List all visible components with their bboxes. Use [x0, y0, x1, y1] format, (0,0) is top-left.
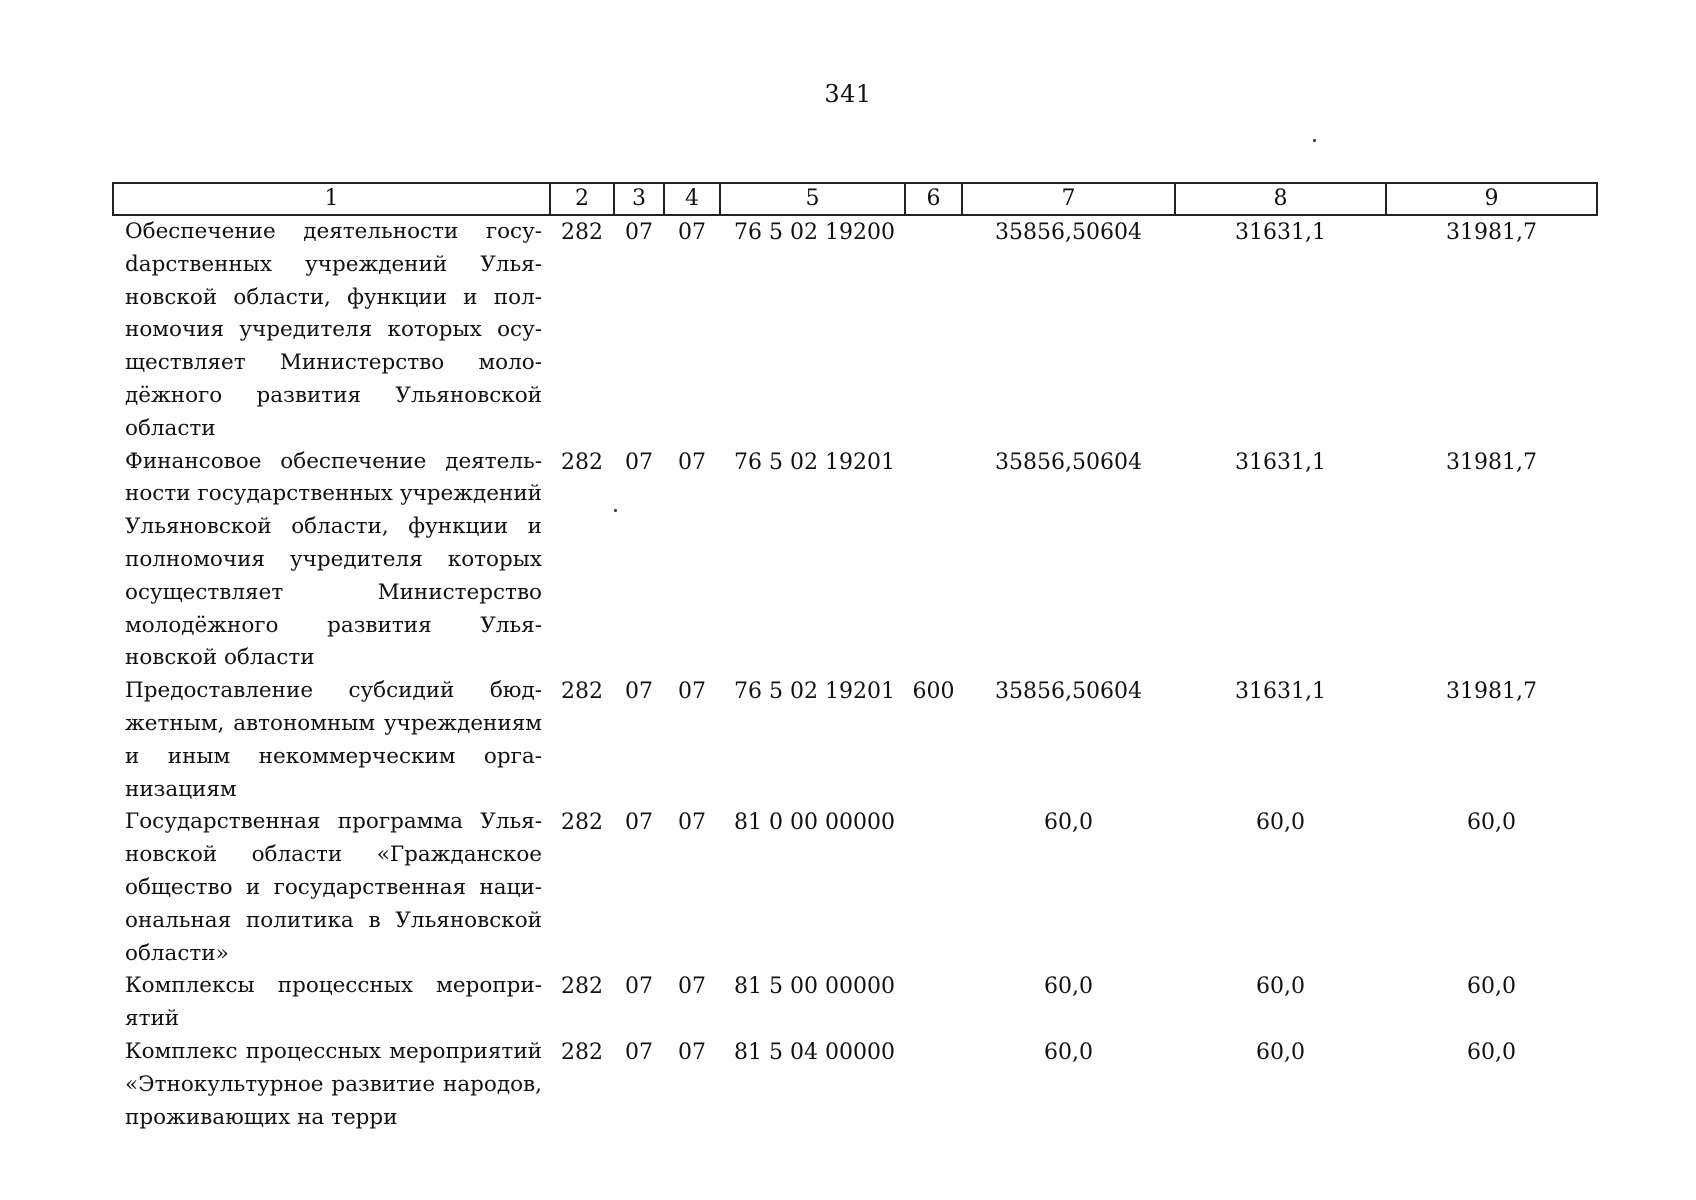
cell-amount-9: 31981,7 — [1446, 679, 1537, 705]
cell-code-2: 282 — [561, 974, 603, 1000]
cell-amount-9: 31981,7 — [1446, 220, 1537, 245]
cell-expense-type — [905, 215, 962, 446]
cell-amount-8: 60,0 — [1256, 810, 1305, 836]
cell-code-4: 07 — [678, 679, 706, 705]
cell-code-2: 282 — [561, 1039, 603, 1065]
row-description: Комплекс процессных мероприятий «Этнокультурное развитие народов, проживающих на терри — [125, 1038, 542, 1130]
cell-amount-8: 31631,1 — [1235, 679, 1326, 705]
scan-speck — [1313, 139, 1316, 142]
table-row — [113, 675, 1597, 806]
cell-target-article: 81 0 00 00000 — [734, 810, 895, 836]
cell-target-article: 76 5 02 19200 — [734, 220, 895, 245]
cell-code-2: 282 — [561, 449, 603, 475]
page-number: 341 — [824, 80, 872, 108]
header-col-6: 6 — [905, 183, 962, 215]
cell-amount-7: 35856,50604 — [995, 449, 1142, 475]
budget-table — [112, 182, 1598, 1134]
header-row — [113, 183, 1597, 215]
cell-amount-8: 31631,1 — [1235, 449, 1326, 475]
cell-amount-8: 60,0 — [1256, 1039, 1305, 1065]
cell-amount-8: 31631,1 — [1235, 220, 1326, 245]
cell-amount-7: 60,0 — [1044, 810, 1093, 836]
cell-expense-type — [905, 970, 962, 1036]
cell-code-3: 07 — [625, 1039, 653, 1065]
cell-amount-9: 60,0 — [1467, 974, 1516, 1000]
cell-target-article: 81 5 00 00000 — [734, 974, 895, 1000]
table-row — [113, 1036, 1597, 1134]
cell-amount-7: 60,0 — [1044, 1039, 1093, 1065]
cell-target-article: 81 5 04 00000 — [734, 1039, 895, 1065]
cell-amount-7: 60,0 — [1044, 974, 1093, 1000]
row-description: Предоставление субсидий бюджетным, автономным учреждениям и иным некоммерческим организациям — [125, 678, 542, 802]
cell-expense-type — [905, 446, 962, 676]
cell-code-2: 282 — [561, 220, 603, 245]
cell-amount-9: 31981,7 — [1446, 449, 1537, 475]
cell-amount-7: 35856,50604 — [995, 679, 1142, 705]
cell-expense-type: 600 — [912, 679, 955, 705]
cell-code-3: 07 — [625, 449, 653, 475]
cell-code-4: 07 — [678, 449, 706, 475]
cell-code-2: 282 — [561, 679, 603, 705]
cell-target-article: 76 5 02 19201 — [734, 449, 895, 475]
cell-code-4: 07 — [678, 974, 706, 1000]
table-row — [113, 215, 1597, 446]
cell-code-2: 282 — [561, 810, 603, 836]
row-description: Обеспечение деятельности госуdарственных учреждений Ульяновской области, функции и полномочия учредителя которых осуществляет Министерство молодёжного развития Ульяновской области — [125, 219, 542, 441]
header-col-4: 4 — [664, 183, 720, 215]
header-col-2: 2 — [550, 183, 614, 215]
cell-code-4: 07 — [678, 810, 706, 836]
header-col-7: 7 — [962, 183, 1175, 215]
cell-amount-8: 60,0 — [1256, 974, 1305, 1000]
cell-expense-type — [905, 806, 962, 970]
cell-code-3: 07 — [625, 220, 653, 245]
header-col-3: 3 — [614, 183, 664, 215]
cell-code-3: 07 — [625, 974, 653, 1000]
cell-amount-9: 60,0 — [1467, 1039, 1516, 1065]
row-description: Комплексы процессных мероприятий — [125, 973, 542, 1032]
row-description: Финансовое обеспечение деятельности государственных учреждений Ульяновской области, функции и полномочия учредителя которых осуществляет Министерство молодёжного развития Ульяновской области — [125, 448, 542, 671]
cell-amount-9: 60,0 — [1467, 810, 1516, 836]
cell-code-4: 07 — [678, 220, 706, 245]
header-col-5: 5 — [720, 183, 905, 215]
cell-expense-type — [905, 1036, 962, 1134]
cell-code-3: 07 — [625, 810, 653, 836]
header-col-1: 1 — [113, 183, 550, 215]
cell-code-4: 07 — [678, 1039, 706, 1065]
table-row — [113, 970, 1597, 1036]
header-col-8: 8 — [1175, 183, 1386, 215]
table-row — [113, 446, 1597, 676]
table-row — [113, 806, 1597, 970]
header-col-9: 9 — [1386, 183, 1597, 215]
row-description: Государственная программа Ульяновской области «Гражданское общество и государственная национальная политика в Ульяновской области» — [125, 809, 542, 966]
cell-target-article: 76 5 02 19201 — [734, 679, 895, 705]
cell-code-3: 07 — [625, 679, 653, 705]
cell-amount-7: 35856,50604 — [995, 220, 1142, 245]
